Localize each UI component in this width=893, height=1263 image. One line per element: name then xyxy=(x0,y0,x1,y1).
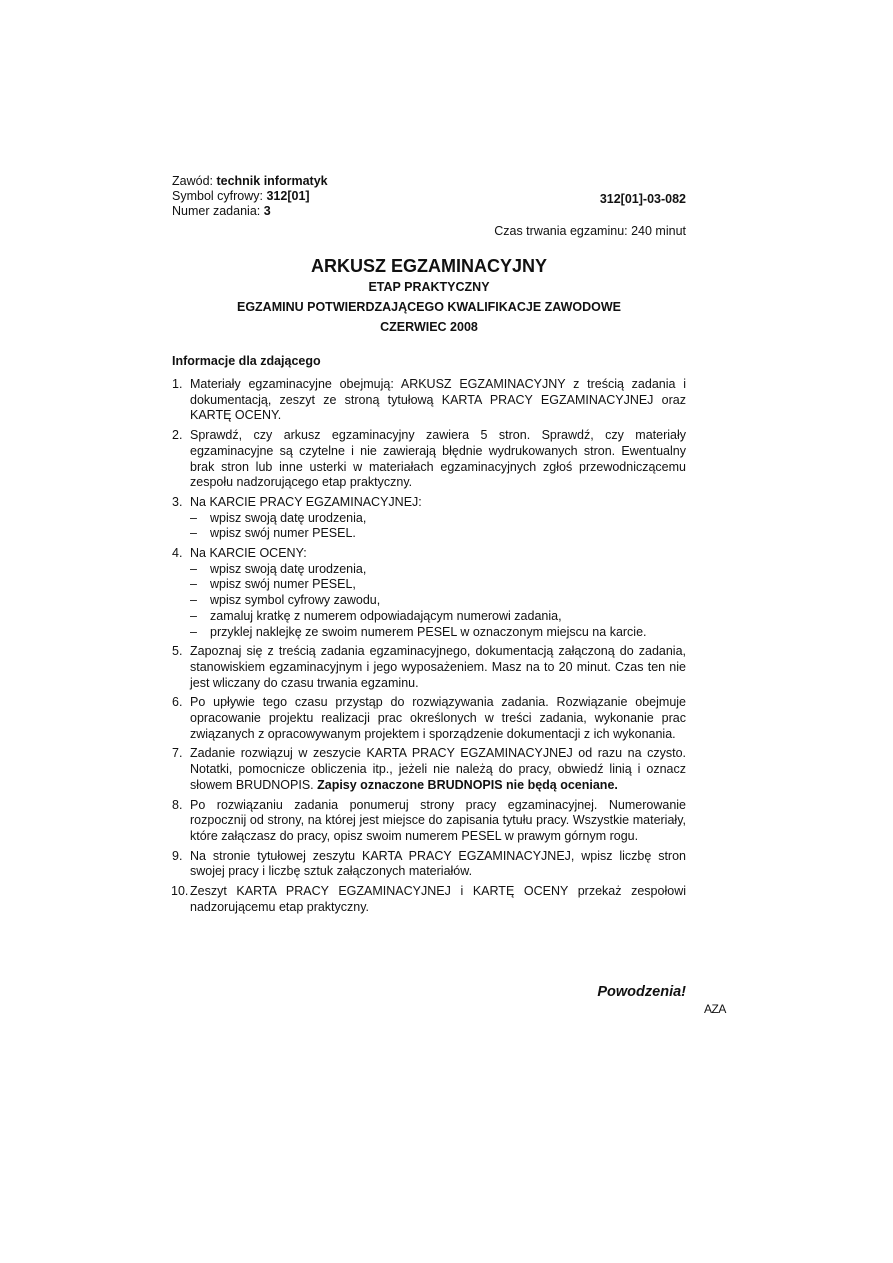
profession-label: Zawód: xyxy=(172,174,217,188)
sub-item: – wpisz symbol cyfrowy zawodu, xyxy=(190,593,381,608)
main-title: ARKUSZ EGZAMINACYJNY xyxy=(310,256,547,276)
instruction-text: Po rozwiązaniu zadania ponumeruj strony pracy egzaminacyjnej. Numerowanie rozpocznij od strony, na której jest miejsce do zapisania tytułu pracy. Wszystkie materiały, które załączasz do pracy, opisz swoim numerem PESEL w prawym górnym rogu. xyxy=(190,797,686,843)
sub-item-text: wpisz swój numer PESEL. xyxy=(210,526,356,541)
instruction-item xyxy=(172,428,686,491)
symbol-value: 312[01] xyxy=(266,189,310,203)
sub-item-text: wpisz swoją datę urodzenia, xyxy=(210,561,367,576)
subtitle-exam: EGZAMINU POTWIERDZAJĄCEGO KWALIFIKACJE ZAWODOWE xyxy=(236,300,622,314)
sub-item: – zamaluj kratkę z numerem odpowiadającym numerowi zadania, xyxy=(190,608,562,623)
instruction-text: Na KARCIE OCENY: xyxy=(190,546,307,561)
instruction-number: 3. xyxy=(172,494,183,509)
task-number-value: 3 xyxy=(263,204,271,218)
instruction-number: 6. xyxy=(172,695,183,710)
symbol-line xyxy=(172,189,328,204)
sub-item-text: wpisz symbol cyfrowy zawodu, xyxy=(210,593,381,608)
header-info xyxy=(172,174,328,219)
instruction-bold-text: Zapisy oznaczone BRUDNOPIS nie będą oceniane. xyxy=(317,777,618,792)
instruction-number: 4. xyxy=(172,546,183,561)
instruction-item xyxy=(172,798,686,845)
subtitle-date: CZERWIEC 2008 xyxy=(380,320,478,334)
instruction-text: Materiały egzaminacyjne obejmują: ARKUSZ EGZAMINACYJNY z treścią zadania i dokumentacją, zeszyt ze stroną tytułową KARTA PRACY EGZAMINACYJNEJ oraz KARTĘ OCENY. xyxy=(190,377,686,423)
sub-item-text: zamaluj kratkę z numerem odpowiadającym numerowi zadania, xyxy=(210,608,562,623)
instruction-number: 10. xyxy=(171,884,189,899)
sub-item-text: wpisz swoją datę urodzenia, xyxy=(210,510,367,525)
instruction-text: Zadanie rozwiązuj w zeszycie KARTA PRACY EGZAMINACYJNEJ od razu na czysto. Notatki, pomocnicze obliczenia itp., jeżeli nie należą do pracy, obwiedź linią i oznacz słowem BRUDNOPIS. xyxy=(190,746,686,792)
sub-item: – przyklej naklejkę ze swoim numerem PESEL w oznaczonym miejscu na karcie. xyxy=(190,624,647,639)
instructions-list xyxy=(172,377,686,920)
instruction-text: Zapoznaj się z treścią zadania egzaminacyjnego, dokumentacją załączoną do zadania, stanowiskiem egzaminacyjnym i jego wyposażeniem. Masz na to 20 minut. Czas ten nie jest wliczany do czasu trwania egzaminu. xyxy=(190,644,686,690)
instruction-item xyxy=(172,849,686,880)
sub-item: – wpisz swój numer PESEL, xyxy=(190,577,356,592)
instruction-item xyxy=(172,546,686,640)
instruction-text: Na stronie tytułowej zeszytu KARTA PRACY EGZAMINACYJNEJ, wpisz liczbę stron swojej pracy i liczbę sztuk załączonych materiałów. xyxy=(190,848,686,879)
instruction-number: 7. xyxy=(172,746,183,761)
profession-line xyxy=(172,174,328,189)
sub-item-text: wpisz swój numer PESEL, xyxy=(210,577,356,592)
instruction-item xyxy=(172,495,686,542)
sub-item: – wpisz swój numer PESEL. xyxy=(190,526,356,541)
info-heading: Informacje dla zdającego xyxy=(172,354,321,368)
task-number-label: Numer zadania: xyxy=(172,204,264,218)
exam-code: 312[01]-03-082 xyxy=(599,192,686,206)
task-number-line xyxy=(172,204,328,219)
instruction-item xyxy=(172,695,686,742)
instruction-number: 5. xyxy=(172,644,183,659)
sub-item-text: przyklej naklejkę ze swoim numerem PESEL w oznaczonym miejscu na karcie. xyxy=(210,624,647,639)
closing-wish: Powodzenia! xyxy=(597,984,686,1000)
instruction-item xyxy=(172,746,686,793)
subtitle-stage: ETAP PRAKTYCZNY xyxy=(368,280,490,294)
sub-item: – wpisz swoją datę urodzenia, xyxy=(190,561,367,576)
symbol-label: Symbol cyfrowy: xyxy=(172,189,267,203)
sub-list xyxy=(190,562,686,641)
sub-list xyxy=(190,511,686,542)
title-block xyxy=(172,255,686,337)
instruction-number: 8. xyxy=(172,797,183,812)
instruction-number: 1. xyxy=(172,377,183,391)
instruction-number: 9. xyxy=(172,848,183,863)
instruction-item xyxy=(172,644,686,691)
sub-item: – wpisz swoją datę urodzenia, xyxy=(190,510,367,525)
instruction-text: Zeszyt KARTA PRACY EGZAMINACYJNEJ i KARTĘ OCENY przekaż zespołowi nadzorującemu etap praktyczny. xyxy=(190,884,686,914)
instruction-text: Po upływie tego czasu przystąp do rozwiązywania zadania. Rozwiązanie obejmuje opracowanie projektu realizacji prac określonych w treści zadania, wykonanie prac związanych z opracowywanym projektem i sporządzenie dokumentacji z ich wykonania. xyxy=(190,695,686,741)
profession-value: technik informatyk xyxy=(216,174,328,188)
instruction-item xyxy=(172,377,686,424)
instruction-text: Na KARCIE PRACY EGZAMINACYJNEJ: xyxy=(190,494,422,509)
instruction-item xyxy=(172,884,686,915)
instruction-text: Sprawdź, czy arkusz egzaminacyjny zawiera 5 stron. Sprawdź, czy materiały egzaminacyjne są czytelne i nie zawierają błędnie wydrukowanych stron. Ewentualny brak stron lub inne usterki w materiałach egzaminacyjnych zgłoś przewodniczącemu zespołu nadzorującego etap praktyczny. xyxy=(190,428,686,490)
exam-duration: Czas trwania egzaminu: 240 minut xyxy=(494,224,686,238)
instruction-number: 2. xyxy=(172,428,183,443)
corner-mark: AZA xyxy=(704,1002,726,1016)
